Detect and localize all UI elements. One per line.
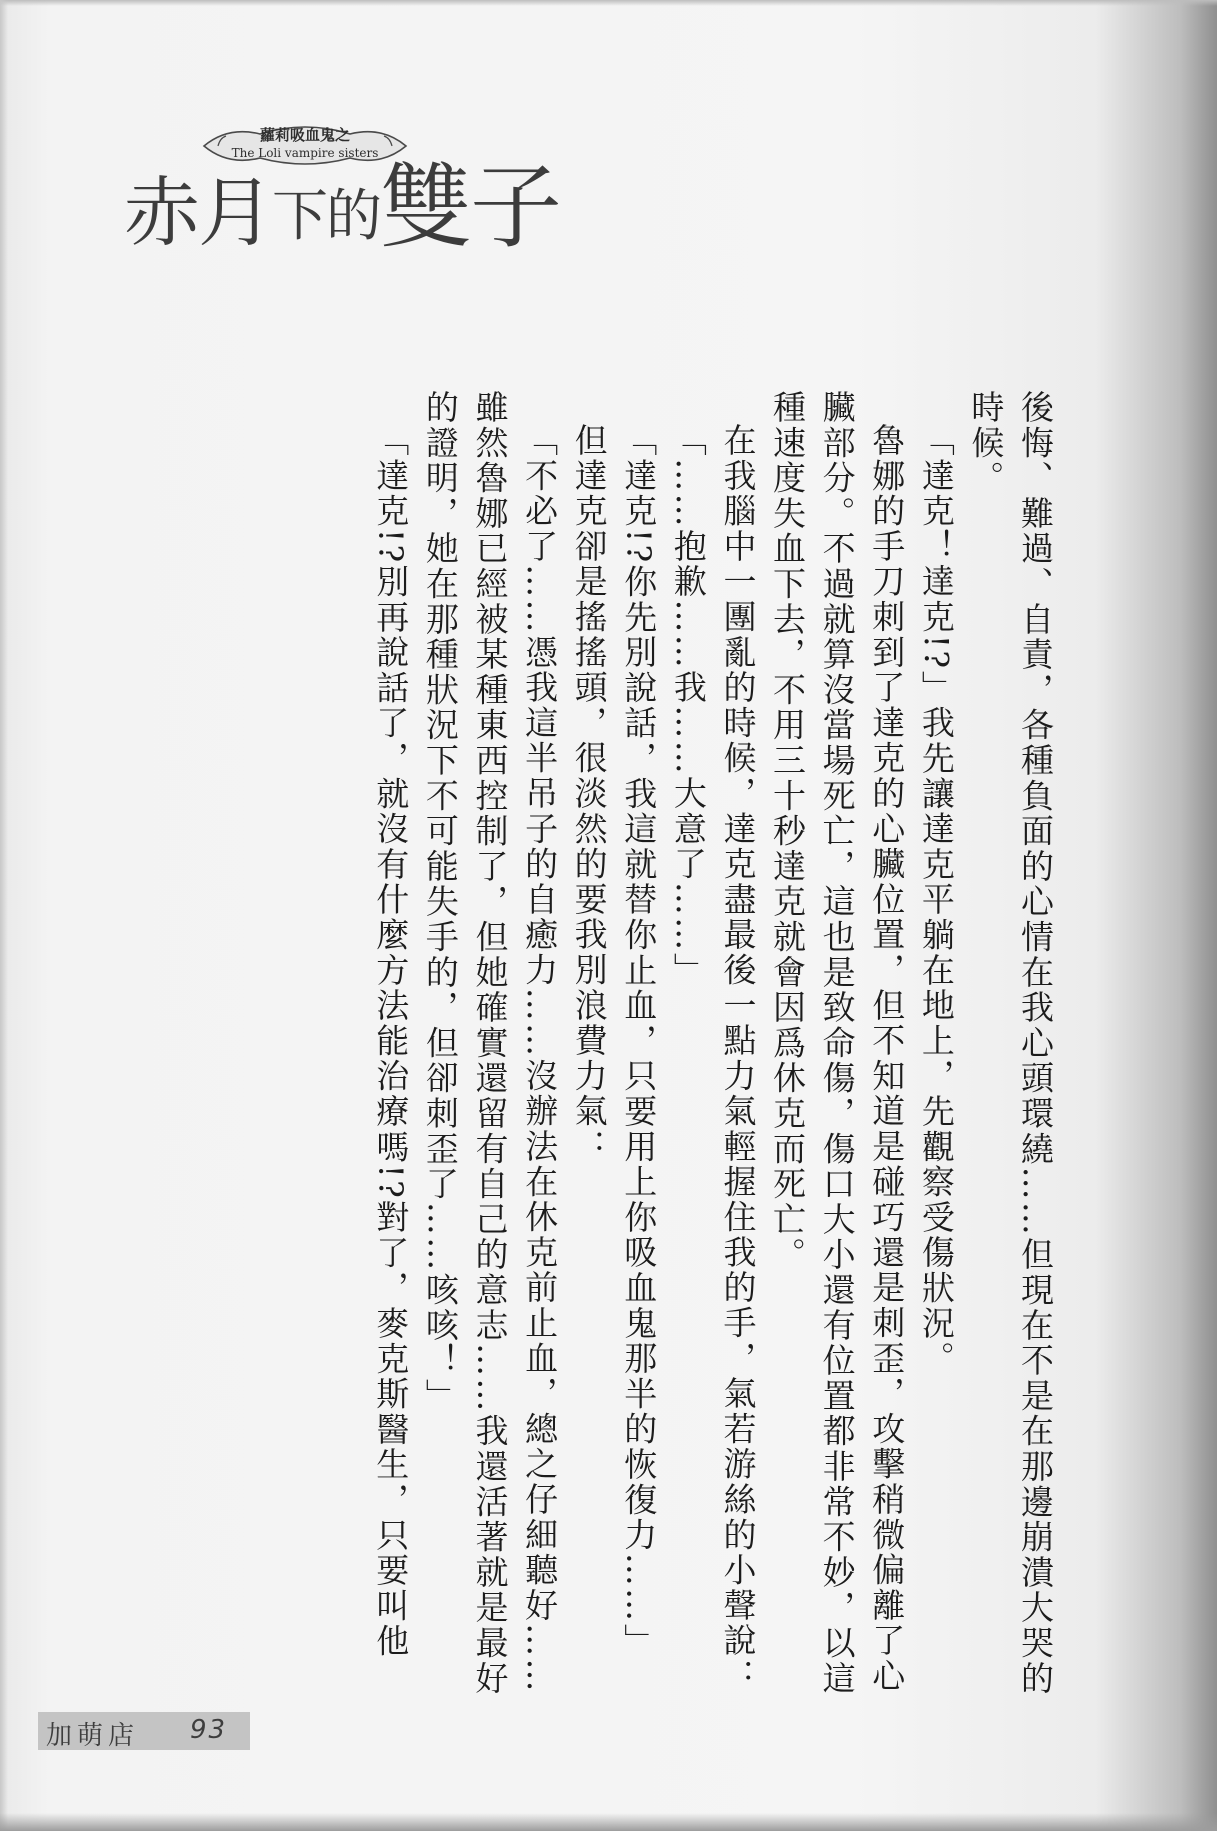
book-title-part: 雙子 xyxy=(380,154,561,261)
book-title-header xyxy=(118,100,561,270)
paragraph: 「達克！達克!?」我先讓達克平躺在地上，先觀察受傷狀況。 xyxy=(916,423,956,1377)
paragraph: 但達克卻是搖搖頭，很淡然的要我別浪費力氣： xyxy=(569,423,609,1165)
page-bottom-shadow xyxy=(0,1813,1217,1831)
paragraph: 「……抱歉……我……大意了……」 xyxy=(668,423,708,988)
page-number: 93 xyxy=(190,1715,228,1745)
book-title-part: 赤月 xyxy=(124,168,272,257)
paragraph: 魯娜的手刀刺到了達克的心臟位置，但不知道是碰巧還是刺歪，攻擊稍微偏離了心臟部分。不過就算沒當場死亡，這也是致命傷，傷口大小還有位置都非常不妙，以這種速度失血下去，不用三十秒達克就會因爲休克而死亡。 xyxy=(768,390,907,1697)
paragraph: 「達克!?你先別說話，我這就替你止血，只要用上你吸血鬼那半的恢復力……」 xyxy=(619,423,659,1659)
page-edge-shadow xyxy=(0,0,1217,6)
paragraph: 「不必了……憑我這半吊子的自癒力……沒辦法在休克前止血，總之仔細聽好……雖然魯娜已經被某種東西控制了，但她確實還留有自己的意志……我還活著就是最好的證明，她在那種狀況下不可能失手的，但卻刺歪了……咳咳！」 xyxy=(420,390,560,1697)
vertical-body-text xyxy=(180,390,1060,1725)
book-title-part: 的 xyxy=(326,184,380,249)
paragraph: 在我腦中一團亂的時候，達克盡最後一點力氣輕握住我的手，氣若游絲的小聲說： xyxy=(718,423,758,1694)
footer-label: 加萌店 xyxy=(46,1721,140,1751)
page-edge-shadow-left xyxy=(0,0,8,1831)
series-title-text: 蘿莉吸血鬼之 xyxy=(259,126,351,144)
series-title-english: The Loli vampire sisters xyxy=(231,146,379,160)
paragraph: 「達克!?別再說話了，就沒有什麼方法能治療嗎!?對了，麥克斯醫生，只要叫他 xyxy=(371,423,411,1660)
book-title-part: 下 xyxy=(272,184,326,249)
page-footer xyxy=(38,1712,250,1750)
paragraph: 後悔、難過、自責，各種負面的心情在我心頭環繞……但現在不是在那邊崩潰大哭的時候。 xyxy=(966,390,1055,1697)
book-title xyxy=(124,154,561,261)
